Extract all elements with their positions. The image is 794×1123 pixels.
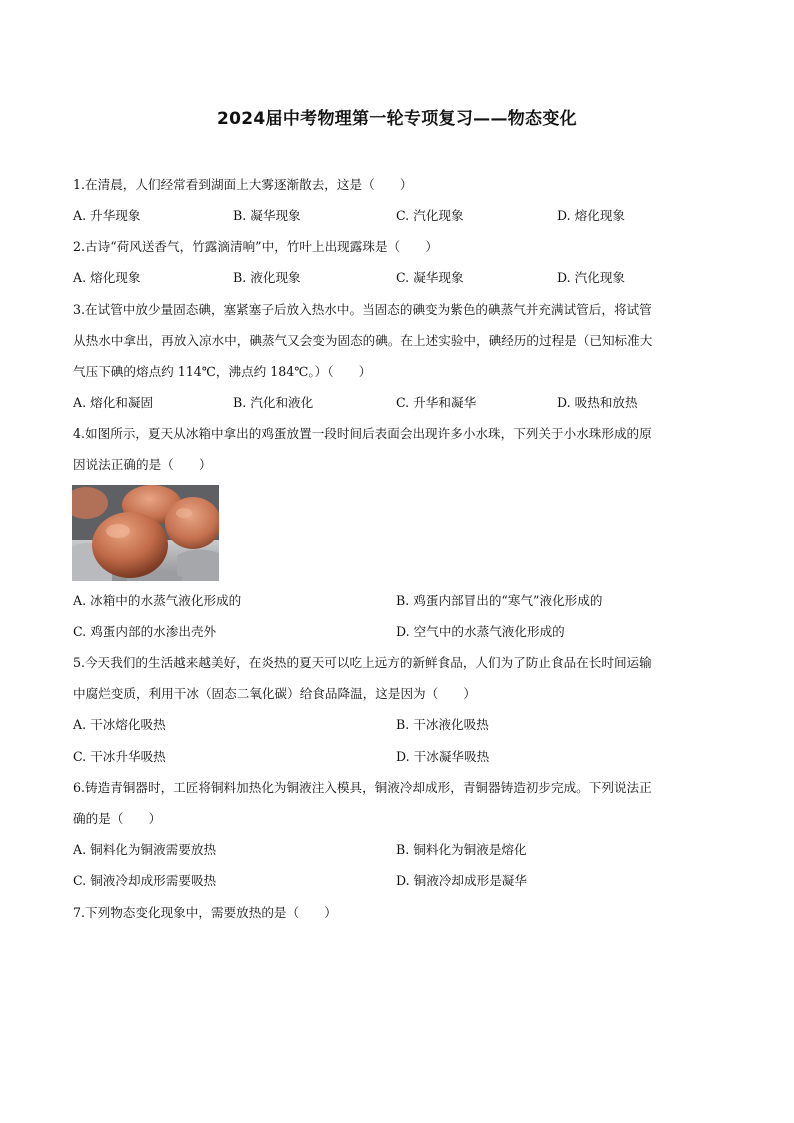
question-4-option-d: D. 空气中的水蒸气液化形成的 <box>396 624 565 639</box>
question-1-option-a: A. 升华现象 <box>73 208 141 223</box>
question-3-option-d: D. 吸热和放热 <box>557 395 638 410</box>
page-title: 2024届中考物理第一轮专项复习——物态变化 <box>217 109 577 129</box>
question-4-option-a: A. 冰箱中的水蒸气液化形成的 <box>73 593 242 608</box>
question-5-option-c: C. 干冰升华吸热 <box>73 749 166 764</box>
question-2-text: 2.古诗“荷风送香气，竹露滴清响”中，竹叶上出现露珠是（ ） <box>73 239 438 254</box>
question-4-option-c: C. 鸡蛋内部的水渗出壳外 <box>73 624 217 639</box>
question-5-text-line-1: 5.今天我们的生活越来越美好，在炎热的夏天可以吃上远方的新鲜食品，人们为了防止食品在长时间运输 <box>73 655 652 670</box>
question-5-option-b: B. 干冰液化吸热 <box>396 717 489 732</box>
question-6-text-line-1: 6.铸造青铜器时，工匠将铜料加热化为铜液注入模具，铜液冷却成形，青铜器铸造初步完成。下列说法正 <box>73 780 652 795</box>
question-1-option-b: B. 凝华现象 <box>233 208 301 223</box>
question-6-option-a: A. 铜料化为铜液需要放热 <box>73 842 217 857</box>
question-2-option-d: D. 汽化现象 <box>557 270 626 285</box>
question-3-text-line-2: 从热水中拿出，再放入凉水中，碘蒸气又会变为固态的碘。在上述实验中，碘经历的过程是（已知标准大 <box>73 333 653 348</box>
question-2-option-c: C. 凝华现象 <box>396 270 464 285</box>
question-2-option-b: B. 液化现象 <box>233 270 301 285</box>
question-6-option-c: C. 铜液冷却成形需要吸热 <box>73 873 217 888</box>
question-5-option-d: D. 干冰凝华吸热 <box>396 749 490 764</box>
question-6-text-line-2: 确的是（ ） <box>73 811 162 826</box>
question-4-option-b: B. 鸡蛋内部冒出的“寒气”液化形成的 <box>396 593 603 608</box>
question-3-option-b: B. 汽化和液化 <box>233 395 314 410</box>
question-6-option-b: B. 铜料化为铜液是熔化 <box>396 842 527 857</box>
question-4-text-line-1: 4.如图所示，夏天从冰箱中拿出的鸡蛋放置一段时间后表面会出现许多小水珠，下列关于小水珠形成的原 <box>73 426 652 441</box>
eggs-illustration <box>72 485 219 581</box>
question-3-option-a: A. 熔化和凝固 <box>73 395 154 410</box>
question-7-text: 7.下列物态变化现象中，需要放热的是（ ） <box>73 905 337 920</box>
question-3-option-c: C. 升华和凝华 <box>396 395 477 410</box>
question-5-option-a: A. 干冰熔化吸热 <box>73 717 166 732</box>
question-1-option-d: D. 熔化现象 <box>557 208 626 223</box>
question-6-option-d: D. 铜液冷却成形是凝华 <box>396 873 527 888</box>
question-1-text: 1.在清晨，人们经常看到湖面上大雾逐渐散去，这是（ ） <box>73 177 413 192</box>
question-5-text-line-2: 中腐烂变质，利用干冰（固态二氧化碳）给食品降温，这是因为（ ） <box>73 686 476 701</box>
eggs-photo <box>72 485 219 581</box>
question-4-text-line-2: 因说法正确的是（ ） <box>73 457 212 472</box>
question-3-text-line-3: 气压下碘的熔点约 114℃，沸点约 184℃。）（ ） <box>73 364 372 379</box>
question-2-option-a: A. 熔化现象 <box>73 270 141 285</box>
question-1-option-c: C. 汽化现象 <box>396 208 464 223</box>
question-3-text-line-1: 3.在试管中放少量固态碘，塞紧塞子后放入热水中。当固态的碘变为紫色的碘蒸气并充满试管后，将试管 <box>73 302 652 317</box>
